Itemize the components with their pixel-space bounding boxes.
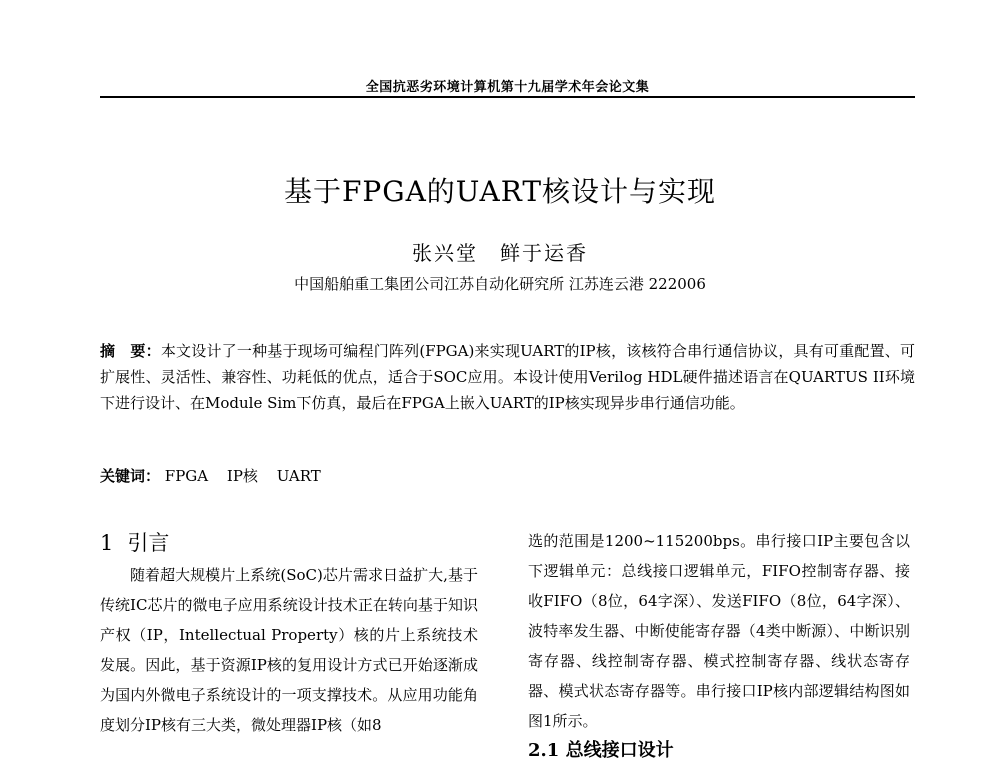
keyword-item: IP核 (226, 467, 258, 485)
header-rule (100, 96, 915, 98)
section-title: 引言 (127, 531, 170, 555)
running-header: 全国抗恶劣环境计算机第十九届学术年会论文集 (365, 80, 650, 95)
left-column (100, 528, 478, 740)
keywords (100, 465, 915, 486)
paper-affiliation: 中国船舶重工集团公司江苏自动化研究所 江苏连云港 222006 (294, 275, 706, 293)
right-column (528, 526, 910, 766)
section-heading (100, 528, 478, 558)
right-paragraph: 选的范围是1200~115200bps。串行接口IP主要包含以下逻辑单元：总线接口逻辑单元，FIFO控制寄存器、接收FIFO（8位，64字深）、发送FIFO（8位，64字深）、波特率发生器、中断使能寄存器（4类中断源）、中断识别寄存器、线控制寄存器、模式控制寄存器、线状态寄存器、模式状态寄存器等。串行接口IP核内部逻辑结构图如图1所示。 (528, 532, 910, 730)
subsection-heading: 2.1 总线接口设计 (528, 740, 674, 761)
section-paragraph: 随着超大规模片上系统(SoC)芯片需求日益扩大,基于传统IC芯片的微电子应用系统设计技术正在转向基于知识产权（IP，Intellectual Property）核的片上系统技术发展。因此，基于资源IP核的复用设计方式已开始逐渐成为国内外微电子系统设计的一项支撑技术。从应用功能角度划分IP核有三大类，微处理器IP核（如8 (100, 566, 478, 734)
abstract-label: 摘 要： (100, 342, 161, 360)
abstract-text: 本文设计了一种基于现场可编程门阵列(FPGA)来实现UART的IP核，该核符合串行通信协议，具有可重配置、可扩展性、灵活性、兼容性、功耗低的优点，适合于SOC应用。本设计使用Verilog HDL硬件描述语言在QUARTUS II环境下进行设计、在Module Sim下仿真，最后在FPGA上嵌入UART的IP核实现异步串行通信功能。 (100, 342, 915, 412)
section-number: 1 (100, 531, 114, 555)
paper-authors: 张兴堂 鲜于运香 (412, 241, 588, 265)
keywords-label: 关键词： (100, 467, 161, 485)
abstract (100, 338, 915, 416)
keyword-item: UART (276, 467, 321, 485)
keyword-item: FPGA (164, 467, 209, 485)
paper-title: 基于FPGA的UART核设计与实现 (283, 175, 717, 208)
